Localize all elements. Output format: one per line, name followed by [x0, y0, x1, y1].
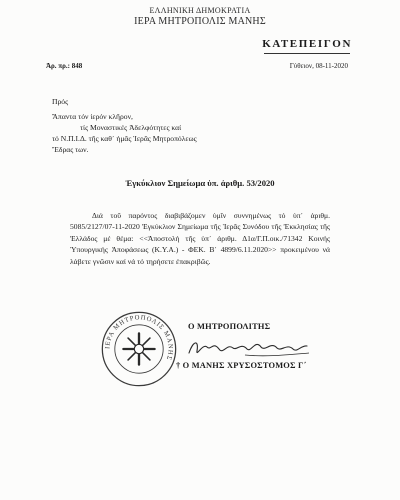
- addressee-line: Ἕδρας των.: [52, 145, 89, 154]
- urgent-underline: [264, 53, 350, 54]
- addressee-to: Πρός: [52, 97, 69, 106]
- document-date: Γύθειον, 08-11-2020: [289, 62, 348, 70]
- addressee-block: [52, 96, 197, 155]
- header-metropolis: ΙΕΡΑ ΜΗΤΡΟΠΟΛΙΣ ΜΑΝΗΣ: [134, 16, 266, 27]
- seal-ring-text: ΙΕΡΑ ΜΗΤΡΟΠΟΛΙΣ ΜΑΝΗΣ: [104, 314, 174, 362]
- header-country: ΕΛΛΗΝΙΚΗ ΔΗΜΟΚΡΑΤΙΑ: [149, 6, 251, 15]
- circular-title: Ἐγκύκλιον Σημείωμα ὑπ. ἀριθμ. 53/2020: [125, 178, 275, 188]
- addressee-line: τό Ν.Π.Ι.Δ. τῆς καθ᾽ ἡμᾶς Ἱερᾶς Μητροπόλεως: [52, 134, 197, 143]
- body-paragraph: Διά τοῦ παρόντος διαβιβάζομεν ὑμῖν συννημένως τό ὑπ᾽ ἀριθμ. 5085/2127/07-11-2020 Ἐγκύκλιον Σημείωμα τῆς Ἱερᾶς Συνόδου τῆς Ἐκκλησίας τῆς Ἑλλάδος μέ θέμα: <<Ἀποστολή τῆς ὑπ᾽ ἀριθμ. Δ1α/Γ.Π.οικ./71342 Κοινής Ὑπουργικής Ἀποφάσεως (Κ.Υ.Α.) - ΦΕΚ. Β᾽ 4899/6.11.2020>> προκειμένου νά λάβετε γνῶσιν καί νά τό τηρήσετε ἐπακριβῶς.: [70, 211, 330, 266]
- signatory-title: Ο ΜΗΤΡΟΠΟΛΙΤΗΣ: [188, 322, 271, 331]
- urgent-label: ΚΑΤΕΠΕΙΓΟΝ: [262, 38, 352, 50]
- handwritten-signature: [185, 333, 315, 361]
- addressee-line: Ἅπαντα τόν ἱερόν κλῆρον,: [52, 112, 133, 121]
- signatory-name: † Ο ΜΑΝΗΣ ΧΡΥΣΟΣΤΟΜΟΣ Γ΄: [176, 361, 307, 370]
- metropolis-seal-stamp: [100, 310, 178, 388]
- addressee-line: τίς Μοναστικές Ἀδελφότητες καί: [80, 123, 182, 132]
- protocol-number: Ἀρ. πρ.: 848: [46, 62, 83, 70]
